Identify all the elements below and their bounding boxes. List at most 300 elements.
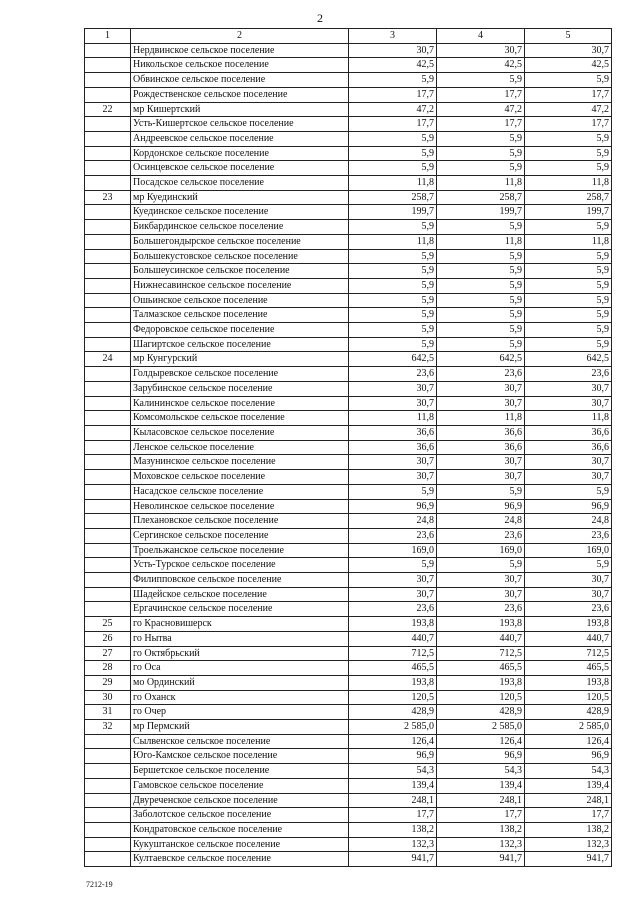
municipality-name-cell: мр Пермский	[131, 720, 349, 735]
value-cell-col5: 5,9	[525, 337, 612, 352]
value-cell-col3: 24,8	[349, 514, 437, 529]
value-cell-col4: 11,8	[437, 234, 525, 249]
value-cell-col4: 132,3	[437, 837, 525, 852]
value-cell-col3: 23,6	[349, 602, 437, 617]
municipality-name-cell: Никольское сельское поселение	[131, 58, 349, 73]
municipality-name-cell: Комсомольское сельское поселение	[131, 411, 349, 426]
row-number-cell	[85, 381, 131, 396]
value-cell-col5: 712,5	[525, 646, 612, 661]
value-cell-col4: 47,2	[437, 102, 525, 117]
municipality-name-cell: Куединское сельское поселение	[131, 205, 349, 220]
value-cell-col3: 23,6	[349, 367, 437, 382]
value-cell-col4: 96,9	[437, 749, 525, 764]
value-cell-col5: 169,0	[525, 543, 612, 558]
value-cell-col3: 5,9	[349, 131, 437, 146]
row-number-cell	[85, 161, 131, 176]
value-cell-col4: 5,9	[437, 264, 525, 279]
row-number-cell	[85, 131, 131, 146]
municipality-name-cell: Большеусинское сельское поселение	[131, 264, 349, 279]
value-cell-col3: 120,5	[349, 690, 437, 705]
row-number-cell	[85, 749, 131, 764]
value-cell-col5: 642,5	[525, 352, 612, 367]
row-number-cell	[85, 87, 131, 102]
value-cell-col3: 428,9	[349, 705, 437, 720]
value-cell-col3: 5,9	[349, 264, 437, 279]
value-cell-col4: 5,9	[437, 278, 525, 293]
row-number-cell: 27	[85, 646, 131, 661]
value-cell-col3: 30,7	[349, 455, 437, 470]
municipality-name-cell: Бикбардинское сельское поселение	[131, 220, 349, 235]
column-header-2: 2	[131, 29, 349, 44]
table-row	[85, 43, 612, 58]
value-cell-col5: 5,9	[525, 558, 612, 573]
table-row	[85, 793, 612, 808]
value-cell-col4: 5,9	[437, 73, 525, 88]
column-header-5: 5	[525, 29, 612, 44]
value-cell-col4: 465,5	[437, 661, 525, 676]
municipality-name-cell: Калининское сельское поселение	[131, 396, 349, 411]
value-cell-col3: 30,7	[349, 381, 437, 396]
municipality-name-cell: мр Кишертский	[131, 102, 349, 117]
value-cell-col5: 24,8	[525, 514, 612, 529]
value-cell-col3: 132,3	[349, 837, 437, 852]
value-cell-col5: 440,7	[525, 631, 612, 646]
table-row	[85, 146, 612, 161]
municipality-name-cell: Нижнесавинское сельское поселение	[131, 278, 349, 293]
table-row	[85, 675, 612, 690]
municipality-name-cell: Шадейское сельское поселение	[131, 587, 349, 602]
table-row	[85, 367, 612, 382]
table-row	[85, 352, 612, 367]
municipality-name-cell: Голдыревское сельское поселение	[131, 367, 349, 382]
value-cell-col3: 465,5	[349, 661, 437, 676]
value-cell-col3: 96,9	[349, 499, 437, 514]
table-row	[85, 323, 612, 338]
row-number-cell: 25	[85, 617, 131, 632]
value-cell-col4: 96,9	[437, 499, 525, 514]
value-cell-col4: 138,2	[437, 822, 525, 837]
row-number-cell	[85, 558, 131, 573]
table-row	[85, 102, 612, 117]
value-cell-col5: 47,2	[525, 102, 612, 117]
table-header-row	[85, 29, 612, 44]
row-number-cell	[85, 43, 131, 58]
municipality-name-cell: го Октябрьский	[131, 646, 349, 661]
table-row	[85, 73, 612, 88]
row-number-cell: 24	[85, 352, 131, 367]
table-row	[85, 87, 612, 102]
row-number-cell	[85, 367, 131, 382]
table-row	[85, 117, 612, 132]
value-cell-col3: 17,7	[349, 808, 437, 823]
row-number-cell	[85, 117, 131, 132]
value-cell-col3: 5,9	[349, 293, 437, 308]
value-cell-col4: 24,8	[437, 514, 525, 529]
value-cell-col3: 5,9	[349, 161, 437, 176]
value-cell-col3: 23,6	[349, 528, 437, 543]
value-cell-col3: 30,7	[349, 573, 437, 588]
municipality-name-cell: Ергачинское сельское поселение	[131, 602, 349, 617]
value-cell-col3: 36,6	[349, 425, 437, 440]
budget-table	[84, 28, 612, 867]
municipality-name-cell: мр Кунгурский	[131, 352, 349, 367]
municipality-name-cell: Зарубинское сельское поселение	[131, 381, 349, 396]
column-header-4: 4	[437, 29, 525, 44]
value-cell-col3: 440,7	[349, 631, 437, 646]
value-cell-col4: 17,7	[437, 87, 525, 102]
column-header-3: 3	[349, 29, 437, 44]
row-number-cell: 30	[85, 690, 131, 705]
municipality-name-cell: Троельжанское сельское поселение	[131, 543, 349, 558]
row-number-cell	[85, 293, 131, 308]
row-number-cell	[85, 484, 131, 499]
value-cell-col4: 23,6	[437, 528, 525, 543]
row-number-cell	[85, 778, 131, 793]
row-number-cell: 29	[85, 675, 131, 690]
table-row	[85, 337, 612, 352]
value-cell-col3: 126,4	[349, 734, 437, 749]
value-cell-col4: 2 585,0	[437, 720, 525, 735]
value-cell-col5: 5,9	[525, 308, 612, 323]
row-number-cell	[85, 146, 131, 161]
value-cell-col3: 941,7	[349, 852, 437, 867]
row-number-cell	[85, 808, 131, 823]
row-number-cell: 23	[85, 190, 131, 205]
value-cell-col4: 17,7	[437, 808, 525, 823]
value-cell-col4: 120,5	[437, 690, 525, 705]
value-cell-col4: 54,3	[437, 764, 525, 779]
row-number-cell	[85, 573, 131, 588]
municipality-name-cell: Култаевское сельское поселение	[131, 852, 349, 867]
table-row	[85, 852, 612, 867]
municipality-name-cell: Кукуштанское сельское поселение	[131, 837, 349, 852]
municipality-name-cell: Двуреченское сельское поселение	[131, 793, 349, 808]
value-cell-col4: 5,9	[437, 484, 525, 499]
municipality-name-cell: Шагиртское сельское поселение	[131, 337, 349, 352]
row-number-cell	[85, 396, 131, 411]
value-cell-col5: 120,5	[525, 690, 612, 705]
value-cell-col5: 5,9	[525, 161, 612, 176]
table-row	[85, 131, 612, 146]
value-cell-col5: 5,9	[525, 220, 612, 235]
value-cell-col4: 169,0	[437, 543, 525, 558]
table-row	[85, 234, 612, 249]
table-row	[85, 499, 612, 514]
document-code: 7212-19	[86, 880, 113, 889]
value-cell-col5: 5,9	[525, 73, 612, 88]
table-row	[85, 220, 612, 235]
value-cell-col5: 138,2	[525, 822, 612, 837]
row-number-cell: 22	[85, 102, 131, 117]
value-cell-col4: 36,6	[437, 425, 525, 440]
table-row	[85, 425, 612, 440]
table-row	[85, 484, 612, 499]
row-number-cell	[85, 249, 131, 264]
municipality-name-cell: го Оса	[131, 661, 349, 676]
municipality-name-cell: Обвинское сельское поселение	[131, 73, 349, 88]
row-number-cell	[85, 587, 131, 602]
row-number-cell	[85, 220, 131, 235]
row-number-cell	[85, 734, 131, 749]
value-cell-col3: 30,7	[349, 43, 437, 58]
value-cell-col3: 11,8	[349, 176, 437, 191]
table-row	[85, 396, 612, 411]
value-cell-col3: 42,5	[349, 58, 437, 73]
municipality-name-cell: Посадское сельское поселение	[131, 176, 349, 191]
value-cell-col4: 30,7	[437, 573, 525, 588]
value-cell-col4: 941,7	[437, 852, 525, 867]
value-cell-col3: 36,6	[349, 440, 437, 455]
row-number-cell	[85, 764, 131, 779]
row-number-cell	[85, 73, 131, 88]
table-body	[85, 43, 612, 866]
table-row	[85, 440, 612, 455]
value-cell-col5: 193,8	[525, 617, 612, 632]
value-cell-col5: 30,7	[525, 587, 612, 602]
table-row	[85, 749, 612, 764]
value-cell-col3: 30,7	[349, 470, 437, 485]
value-cell-col3: 47,2	[349, 102, 437, 117]
value-cell-col4: 5,9	[437, 161, 525, 176]
value-cell-col4: 30,7	[437, 381, 525, 396]
value-cell-col3: 5,9	[349, 484, 437, 499]
value-cell-col4: 5,9	[437, 131, 525, 146]
row-number-cell	[85, 411, 131, 426]
table-row	[85, 734, 612, 749]
value-cell-col5: 193,8	[525, 675, 612, 690]
municipality-name-cell: го Нытва	[131, 631, 349, 646]
table-row	[85, 558, 612, 573]
municipality-name-cell: Кыласовское сельское поселение	[131, 425, 349, 440]
value-cell-col3: 248,1	[349, 793, 437, 808]
municipality-name-cell: Ленское сельское поселение	[131, 440, 349, 455]
page-number: 2	[317, 11, 323, 25]
value-cell-col4: 5,9	[437, 146, 525, 161]
value-cell-col3: 138,2	[349, 822, 437, 837]
value-cell-col5: 5,9	[525, 249, 612, 264]
table-row	[85, 190, 612, 205]
value-cell-col5: 54,3	[525, 764, 612, 779]
value-cell-col4: 428,9	[437, 705, 525, 720]
value-cell-col3: 5,9	[349, 323, 437, 338]
value-cell-col3: 5,9	[349, 73, 437, 88]
row-number-cell	[85, 543, 131, 558]
value-cell-col4: 11,8	[437, 411, 525, 426]
row-number-cell	[85, 264, 131, 279]
value-cell-col4: 30,7	[437, 470, 525, 485]
municipality-name-cell: го Очер	[131, 705, 349, 720]
value-cell-col5: 132,3	[525, 837, 612, 852]
value-cell-col5: 258,7	[525, 190, 612, 205]
value-cell-col3: 5,9	[349, 308, 437, 323]
municipality-name-cell: Плехановское сельское поселение	[131, 514, 349, 529]
value-cell-col4: 36,6	[437, 440, 525, 455]
value-cell-col5: 36,6	[525, 425, 612, 440]
row-number-cell	[85, 337, 131, 352]
row-number-cell: 32	[85, 720, 131, 735]
value-cell-col3: 193,8	[349, 675, 437, 690]
value-cell-col5: 5,9	[525, 131, 612, 146]
value-cell-col5: 11,8	[525, 176, 612, 191]
municipality-name-cell: Федоровское сельское поселение	[131, 323, 349, 338]
value-cell-col3: 712,5	[349, 646, 437, 661]
table-row	[85, 308, 612, 323]
row-number-cell	[85, 58, 131, 73]
value-cell-col4: 30,7	[437, 396, 525, 411]
value-cell-col4: 17,7	[437, 117, 525, 132]
row-number-cell	[85, 793, 131, 808]
row-number-cell	[85, 837, 131, 852]
municipality-name-cell: Осинцевское сельское поселение	[131, 161, 349, 176]
value-cell-col4: 30,7	[437, 43, 525, 58]
value-cell-col5: 248,1	[525, 793, 612, 808]
table-row	[85, 161, 612, 176]
table-row	[85, 470, 612, 485]
value-cell-col5: 30,7	[525, 396, 612, 411]
table-row	[85, 602, 612, 617]
value-cell-col5: 17,7	[525, 117, 612, 132]
table-row	[85, 631, 612, 646]
value-cell-col4: 248,1	[437, 793, 525, 808]
value-cell-col4: 23,6	[437, 367, 525, 382]
municipality-name-cell: Большекустовское сельское поселение	[131, 249, 349, 264]
row-number-cell	[85, 852, 131, 867]
value-cell-col5: 2 585,0	[525, 720, 612, 735]
value-cell-col5: 126,4	[525, 734, 612, 749]
value-cell-col5: 30,7	[525, 470, 612, 485]
municipality-name-cell: Кондратовское сельское поселение	[131, 822, 349, 837]
value-cell-col4: 258,7	[437, 190, 525, 205]
row-number-cell: 31	[85, 705, 131, 720]
municipality-name-cell: Филипповское сельское поселение	[131, 573, 349, 588]
value-cell-col5: 42,5	[525, 58, 612, 73]
row-number-cell	[85, 205, 131, 220]
row-number-cell	[85, 176, 131, 191]
municipality-name-cell: Ошьинское сельское поселение	[131, 293, 349, 308]
value-cell-col5: 5,9	[525, 323, 612, 338]
table-row	[85, 411, 612, 426]
row-number-cell	[85, 602, 131, 617]
municipality-name-cell: мр Куединский	[131, 190, 349, 205]
value-cell-col5: 199,7	[525, 205, 612, 220]
table-row	[85, 764, 612, 779]
value-cell-col3: 193,8	[349, 617, 437, 632]
table-row	[85, 514, 612, 529]
table-row	[85, 455, 612, 470]
row-number-cell	[85, 455, 131, 470]
table-row	[85, 822, 612, 837]
row-number-cell	[85, 528, 131, 543]
value-cell-col5: 23,6	[525, 528, 612, 543]
municipality-name-cell: Насадское сельское поселение	[131, 484, 349, 499]
value-cell-col3: 5,9	[349, 146, 437, 161]
value-cell-col5: 428,9	[525, 705, 612, 720]
value-cell-col5: 465,5	[525, 661, 612, 676]
municipality-name-cell: мо Ординский	[131, 675, 349, 690]
table-row	[85, 205, 612, 220]
table-row	[85, 661, 612, 676]
row-number-cell: 28	[85, 661, 131, 676]
value-cell-col3: 17,7	[349, 87, 437, 102]
municipality-name-cell: Сергинское сельское поселение	[131, 528, 349, 543]
table-row	[85, 720, 612, 735]
table-row	[85, 176, 612, 191]
value-cell-col4: 11,8	[437, 176, 525, 191]
value-cell-col3: 30,7	[349, 396, 437, 411]
column-header-1: 1	[85, 29, 131, 44]
value-cell-col4: 193,8	[437, 617, 525, 632]
value-cell-col5: 30,7	[525, 381, 612, 396]
municipality-name-cell: Андреевское сельское поселение	[131, 131, 349, 146]
value-cell-col4: 440,7	[437, 631, 525, 646]
value-cell-col4: 139,4	[437, 778, 525, 793]
value-cell-col3: 199,7	[349, 205, 437, 220]
row-number-cell	[85, 499, 131, 514]
table-row	[85, 58, 612, 73]
value-cell-col4: 5,9	[437, 249, 525, 264]
value-cell-col3: 169,0	[349, 543, 437, 558]
table-row	[85, 249, 612, 264]
value-cell-col5: 23,6	[525, 367, 612, 382]
value-cell-col3: 5,9	[349, 558, 437, 573]
table-row	[85, 837, 612, 852]
row-number-cell	[85, 425, 131, 440]
municipality-name-cell: Нердвинское сельское поселение	[131, 43, 349, 58]
row-number-cell	[85, 822, 131, 837]
value-cell-col3: 5,9	[349, 278, 437, 293]
table-row	[85, 293, 612, 308]
value-cell-col3: 5,9	[349, 220, 437, 235]
value-cell-col5: 5,9	[525, 264, 612, 279]
municipality-name-cell: Сылвенское сельское поселение	[131, 734, 349, 749]
value-cell-col3: 2 585,0	[349, 720, 437, 735]
value-cell-col5: 11,8	[525, 234, 612, 249]
value-cell-col4: 126,4	[437, 734, 525, 749]
table-row	[85, 690, 612, 705]
value-cell-col4: 30,7	[437, 455, 525, 470]
value-cell-col3: 5,9	[349, 337, 437, 352]
value-cell-col4: 712,5	[437, 646, 525, 661]
municipality-name-cell: Талмазское сельское поселение	[131, 308, 349, 323]
value-cell-col3: 30,7	[349, 587, 437, 602]
value-cell-col3: 5,9	[349, 249, 437, 264]
value-cell-col5: 5,9	[525, 293, 612, 308]
row-number-cell	[85, 308, 131, 323]
value-cell-col5: 23,6	[525, 602, 612, 617]
municipality-name-cell: го Красновишерск	[131, 617, 349, 632]
value-cell-col4: 199,7	[437, 205, 525, 220]
table-row	[85, 808, 612, 823]
value-cell-col4: 42,5	[437, 58, 525, 73]
value-cell-col4: 193,8	[437, 675, 525, 690]
value-cell-col5: 11,8	[525, 411, 612, 426]
municipality-name-cell: Усть-Кишертское сельское поселение	[131, 117, 349, 132]
table-row	[85, 278, 612, 293]
value-cell-col5: 96,9	[525, 499, 612, 514]
row-number-cell: 26	[85, 631, 131, 646]
table-row	[85, 528, 612, 543]
row-number-cell	[85, 514, 131, 529]
value-cell-col4: 5,9	[437, 220, 525, 235]
value-cell-col3: 642,5	[349, 352, 437, 367]
value-cell-col5: 5,9	[525, 484, 612, 499]
value-cell-col4: 5,9	[437, 308, 525, 323]
municipality-name-cell: Рождественское сельское поселение	[131, 87, 349, 102]
table-row	[85, 617, 612, 632]
value-cell-col5: 17,7	[525, 808, 612, 823]
municipality-name-cell: Кордонское сельское поселение	[131, 146, 349, 161]
value-cell-col5: 17,7	[525, 87, 612, 102]
